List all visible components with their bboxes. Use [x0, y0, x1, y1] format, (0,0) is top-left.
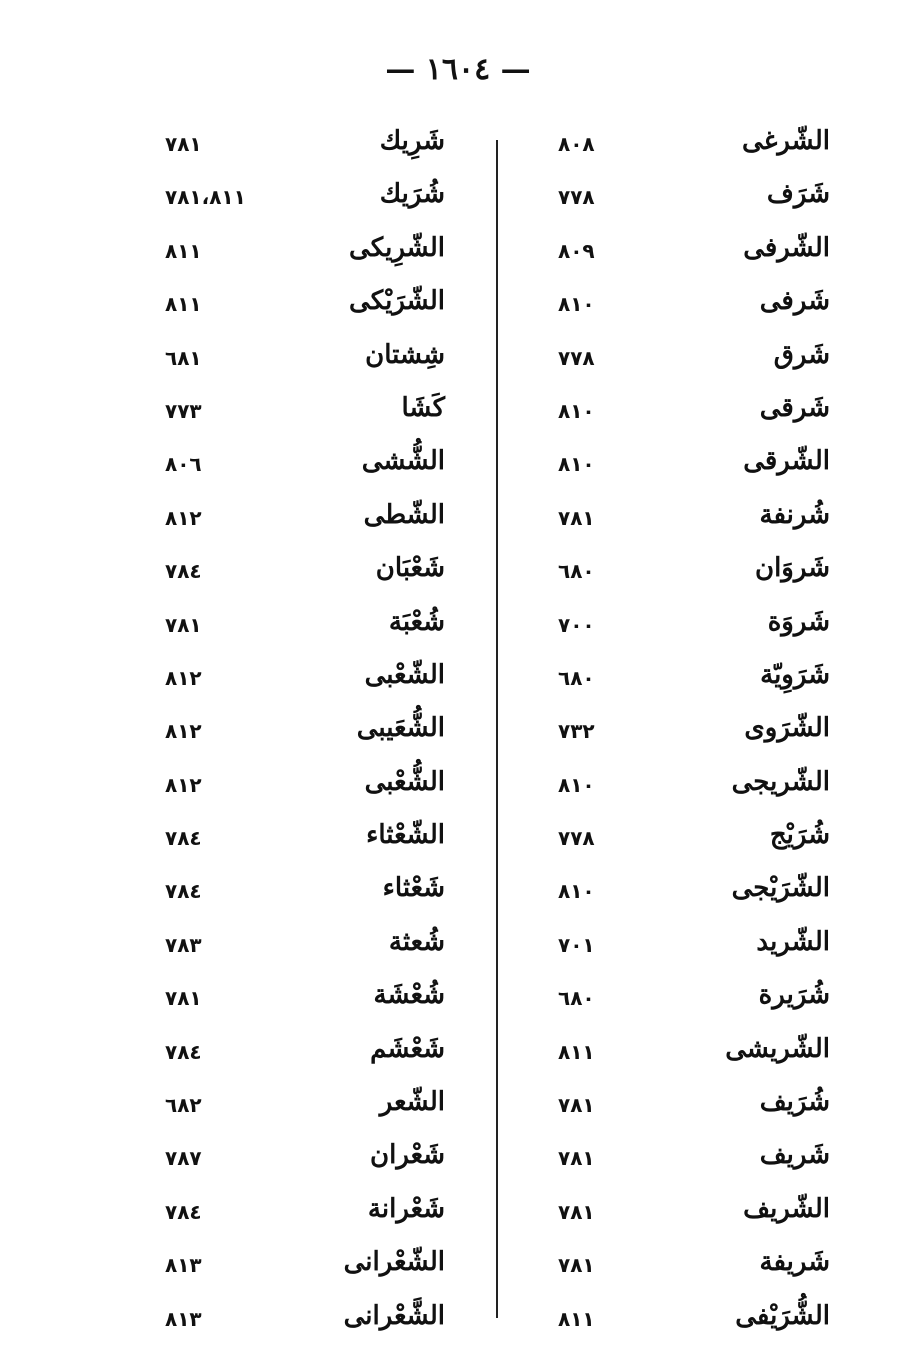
- entry-page-ref: ٧٧٣: [165, 398, 202, 423]
- entry-page-ref: ٧٧٨: [558, 345, 595, 370]
- entry-page-ref: ٧٠٠: [558, 612, 595, 637]
- entry-page-ref: ٧٨٤: [165, 1199, 202, 1224]
- entry-page-ref: ٧٠١: [558, 932, 595, 957]
- index-entry: [155, 1239, 455, 1292]
- entry-page-ref: ٦٨٠: [558, 559, 595, 584]
- entry-name: شَعْثاء: [382, 873, 445, 904]
- entry-name: الشّرَيْجى: [731, 873, 830, 904]
- index-entry: [540, 332, 840, 385]
- entry-name: شِشتان: [365, 339, 445, 370]
- entry-page-ref: ٨١٢: [165, 719, 202, 744]
- entry-page-ref: ٧٣٢: [558, 719, 595, 744]
- entry-name: الشُّعْبى: [364, 766, 445, 797]
- entry-page-ref: ٧٨٤: [165, 559, 202, 584]
- index-entry: [155, 225, 455, 278]
- entry-page-ref: ٦٨١: [165, 345, 202, 370]
- entry-page-ref: ٨١٠: [558, 452, 595, 477]
- entry-page-ref: ٧٧٨: [558, 185, 595, 210]
- entry-name: كَشَا: [401, 392, 445, 423]
- entry-name: الشّريشى: [725, 1033, 830, 1064]
- index-entry: [155, 1293, 455, 1346]
- entry-page-ref: ٧٨١: [558, 505, 595, 530]
- entry-page-ref: ٨١١: [165, 292, 202, 317]
- index-entry: [540, 545, 840, 598]
- index-entry: [155, 705, 455, 758]
- entry-name: شُعثة: [388, 926, 445, 957]
- entry-name: الشّعْثاء: [366, 820, 445, 851]
- index-entry: [540, 492, 840, 545]
- index-entry: [155, 759, 455, 812]
- entry-page-ref: ٧٨١: [558, 1093, 595, 1118]
- index-entry: [155, 332, 455, 385]
- entry-name: الشّرقى: [743, 446, 830, 477]
- entry-page-ref: ٧٨٧: [165, 1146, 202, 1171]
- entry-page-ref: ٧٨١: [558, 1146, 595, 1171]
- entry-name: شَعْشَم: [370, 1033, 445, 1064]
- index-entry: [540, 919, 840, 972]
- entry-name: شُرنفة: [759, 499, 830, 530]
- entry-page-ref: ٨١١: [558, 1039, 595, 1064]
- index-entry: [540, 1132, 840, 1185]
- index-entry: [155, 171, 455, 224]
- right-column: [540, 118, 840, 1346]
- index-entry: [155, 1079, 455, 1132]
- entry-page-ref: ٨١٠: [558, 292, 595, 317]
- entry-name: شَريفة: [759, 1247, 830, 1278]
- entry-name: الشُّشى: [361, 446, 445, 477]
- entry-page-ref: ٧٨٣: [165, 932, 202, 957]
- entry-name: الشَّعْرانى: [343, 1300, 445, 1331]
- index-entry: [540, 225, 840, 278]
- index-entry: [540, 385, 840, 438]
- entry-name: شَرَوِيّة: [760, 659, 830, 690]
- entry-name: شُعْبَة: [388, 606, 445, 637]
- index-entry: [540, 599, 840, 652]
- entry-page-ref: ٧٨١: [165, 132, 202, 156]
- index-entry: [155, 1132, 455, 1185]
- entry-page-ref: ٧٨١: [558, 1253, 595, 1278]
- entry-name: شُعْشَة: [373, 980, 445, 1011]
- entry-name: شَرفى: [759, 286, 830, 317]
- entry-page-ref: ٨١٣: [165, 1306, 202, 1331]
- entry-page-ref: ٧٨٤: [165, 826, 202, 851]
- index-entry: [540, 759, 840, 812]
- index-entry: [155, 1186, 455, 1239]
- entry-page-ref: ٨٠٩: [558, 238, 595, 263]
- index-entry: [155, 972, 455, 1025]
- entry-name: الشّرَيْكى: [349, 286, 445, 317]
- entry-page-ref: ٦٨٠: [558, 665, 595, 690]
- entry-page-ref: ٨٠٦: [165, 452, 202, 477]
- index-entry: [155, 812, 455, 865]
- entry-page-ref: ٧٨١: [165, 986, 202, 1011]
- index-entry: [540, 1026, 840, 1079]
- index-entry: [155, 1026, 455, 1079]
- entry-page-ref: ٨٠٨: [558, 132, 595, 156]
- index-entry: [155, 118, 455, 171]
- entry-page-ref: ٧٧٨: [558, 826, 595, 851]
- entry-page-ref: ٧٨١: [558, 1199, 595, 1224]
- entry-name: الشّرفى: [743, 232, 830, 263]
- entry-name: الشّرَوى: [744, 713, 830, 744]
- page-number: — ١٦٠٤ —: [385, 52, 531, 87]
- index-entry: [540, 705, 840, 758]
- entry-name: شَرَف: [766, 179, 830, 210]
- entry-name: شَروَة: [767, 606, 830, 637]
- entry-page-ref: ٧٨١،٨١١: [165, 185, 246, 210]
- index-entry: [540, 1239, 840, 1292]
- index-entry: [155, 278, 455, 331]
- index-entry: [155, 599, 455, 652]
- entry-page-ref: ٨١١: [558, 1306, 595, 1331]
- entry-name: شَرقى: [759, 392, 830, 423]
- entry-name: شُرَيف: [759, 1087, 830, 1118]
- entry-page-ref: ٨١١: [165, 238, 202, 263]
- entry-name: شَرِيك: [379, 126, 445, 156]
- entry-name: شَعْبَان: [375, 553, 445, 584]
- entry-name: الشُّعَيبى: [356, 713, 445, 744]
- index-entry: [155, 545, 455, 598]
- entry-name: شَريف: [759, 1140, 830, 1171]
- index-entry: [540, 1293, 840, 1346]
- entry-name: الشّريد: [756, 926, 830, 957]
- index-entry: [155, 919, 455, 972]
- entry-name: شُرَيْج: [769, 820, 830, 851]
- left-column: [155, 118, 455, 1346]
- entry-name: الشّعر: [379, 1087, 445, 1118]
- index-entry: [540, 278, 840, 331]
- entry-page-ref: ٨١٢: [165, 665, 202, 690]
- entry-name: الشّريجى: [731, 766, 830, 797]
- entry-page-ref: ٨١٣: [165, 1253, 202, 1278]
- entry-name: شُرَيرة: [758, 980, 830, 1011]
- entry-page-ref: ٨١٢: [165, 505, 202, 530]
- entry-name: شُرَيك: [379, 179, 445, 210]
- entry-page-ref: ٦٨٠: [558, 986, 595, 1011]
- index-entry: [155, 438, 455, 491]
- index-entry: [155, 865, 455, 918]
- entry-name: شَعْران: [370, 1140, 445, 1171]
- index-entry: [540, 1079, 840, 1132]
- index-entry: [540, 171, 840, 224]
- index-entry: [155, 652, 455, 705]
- entry-name: شَرق: [773, 339, 830, 370]
- index-entry: [540, 438, 840, 491]
- index-entry: [155, 492, 455, 545]
- entry-page-ref: ٧٨٤: [165, 879, 202, 904]
- entry-name: شَعْرانة: [367, 1193, 445, 1224]
- entry-page-ref: ٧٨٤: [165, 1039, 202, 1064]
- entry-name: الشُّرَيْفى: [735, 1300, 830, 1331]
- index-entry: [540, 865, 840, 918]
- entry-page-ref: ٨١٠: [558, 879, 595, 904]
- entry-name: الشّريف: [743, 1193, 830, 1224]
- index-entry: [540, 652, 840, 705]
- entry-name: الشّعْرانى: [343, 1247, 445, 1278]
- index-entry: [540, 118, 840, 171]
- entry-name: الشّعْبى: [364, 659, 445, 690]
- index-entry: [540, 812, 840, 865]
- entry-page-ref: ٦٨٢: [165, 1093, 202, 1118]
- entry-name: الشّرِيكى: [349, 232, 445, 263]
- entry-page-ref: ٨١٢: [165, 772, 202, 797]
- entry-name: الشّرغى: [742, 126, 830, 156]
- entry-name: شَروَان: [754, 553, 830, 584]
- index-entry: [540, 1186, 840, 1239]
- index-entry: [155, 385, 455, 438]
- entry-page-ref: ٨١٠: [558, 398, 595, 423]
- column-divider: [496, 140, 498, 1318]
- entry-name: الشّطى: [363, 499, 445, 530]
- index-entry: [540, 972, 840, 1025]
- entry-page-ref: ٨١٠: [558, 772, 595, 797]
- entry-page-ref: ٧٨١: [165, 612, 202, 637]
